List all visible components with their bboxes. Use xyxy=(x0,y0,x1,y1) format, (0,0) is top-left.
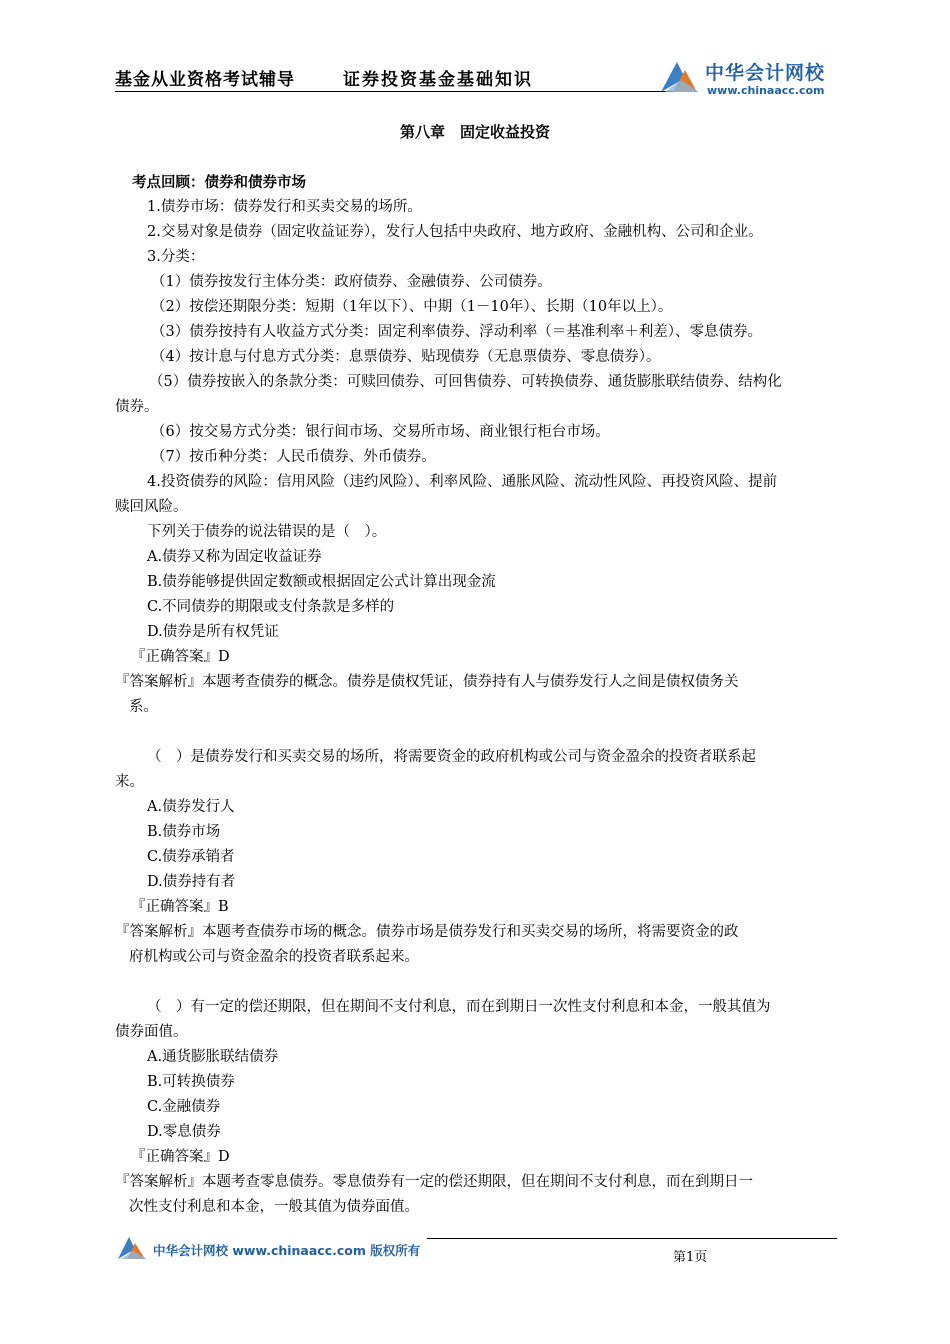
subject-title: 证券投资基金基础知识 xyxy=(343,70,533,90)
text-line: 债券。 xyxy=(115,399,159,415)
footer-rule xyxy=(427,1238,837,1239)
text-line: 考点回顾：债券和债券市场 xyxy=(132,174,306,191)
text-line: D.债券持有者 xyxy=(147,874,236,890)
text-line: 『答案解析』本题考查零息债券。零息债券有一定的偿还期限，但在期间不支付利息，而在到期日一 xyxy=(115,1174,753,1190)
text-line: 来。 xyxy=(115,774,144,790)
text-line: （6）按交易方式分类：银行间市场、交易所市场、商业银行柜台市场。 xyxy=(151,424,610,440)
text-line: A.债券又称为固定收益证券 xyxy=(147,549,322,565)
text-line: （1）债券按发行主体分类：政府债券、金融债券、公司债券。 xyxy=(151,274,552,290)
text-line: （3）债券按持有人收益方式分类：固定利率债券、浮动利率（＝基准利率＋利差）、零息债券。 xyxy=(151,324,762,340)
text-line: （ ）有一定的偿还期限，但在期间不支付利息，而在到期日一次性支付利息和本金，一般其值为 xyxy=(147,999,771,1015)
text-line: 2.交易对象是债券（固定收益证券），发行人包括中央政府、地方政府、金融机构、公司和企业。 xyxy=(147,224,763,240)
text-line: 『正确答案』D xyxy=(131,1149,230,1165)
text-line: 府机构或公司与资金盈余的投资者联系起来。 xyxy=(129,949,419,965)
document-body xyxy=(115,170,837,1220)
text-line: 3.分类： xyxy=(147,249,205,265)
text-line: C.金融债券 xyxy=(147,1099,221,1115)
text-line: D.零息债券 xyxy=(147,1124,221,1140)
text-line: 『答案解析』本题考查债券市场的概念。债券市场是债券发行和买卖交易的场所，将需要资金的政 xyxy=(115,924,739,940)
text-line: 4.投资债券的风险：信用风险（违约风险）、利率风险、通胀风险、流动性风险、再投资风险、提前 xyxy=(147,474,778,490)
text-line: 下列关于债券的说法错误的是（ ）。 xyxy=(147,524,387,540)
text-line: C.债券承销者 xyxy=(147,849,235,865)
text-line: （2）按偿还期限分类：短期（1年以下）、中期（1－10年）、长期（10年以上）。 xyxy=(151,299,673,315)
logo-icon xyxy=(655,56,703,96)
text-line: 赎回风险。 xyxy=(115,499,188,515)
text-line: B.可转换债券 xyxy=(147,1074,235,1090)
text-line: D.债券是所有权凭证 xyxy=(147,624,279,640)
blank-line xyxy=(115,720,837,745)
page-header xyxy=(115,56,837,96)
blank-line xyxy=(115,970,837,995)
text-line: 『正确答案』B xyxy=(131,899,229,915)
text-line: C.不同债券的期限或支付条款是多样的 xyxy=(147,599,395,615)
text-line: 债券面值。 xyxy=(115,1024,188,1040)
text-line: A.通货膨胀联结债券 xyxy=(147,1049,279,1065)
text-line: （5）债券按嵌入的条款分类：可赎回债券、可回售债券、可转换债券、通货膨胀联结债券、结构化 xyxy=(149,374,782,390)
header-rule xyxy=(115,91,675,92)
text-line: 次性支付利息和本金，一般其值为债券面值。 xyxy=(129,1199,419,1215)
text-line: B.债券市场 xyxy=(147,824,221,840)
text-line: （7）按币种分类：人民币债券、外币债券。 xyxy=(151,449,436,465)
text-line: A.债券发行人 xyxy=(147,799,235,815)
footer-logo-icon xyxy=(115,1232,149,1262)
text-line: 『答案解析』本题考查债券的概念。债券是债权凭证，债券持有人与债券发行人之间是债权债务关 xyxy=(115,674,739,690)
text-line: （ ）是债券发行和买卖交易的场所，将需要资金的政府机构或公司与资金盈余的投资者联系起 xyxy=(147,749,756,765)
logo-url: www.chinaacc.com xyxy=(707,84,825,97)
text-line: B.债券能够提供固定数额或根据固定公式计算出现金流 xyxy=(147,574,496,590)
copyright-text: 中华会计网校 www.chinaacc.com 版权所有 xyxy=(153,1243,421,1258)
page-number: 第1页 xyxy=(673,1250,708,1265)
text-line: 『正确答案』D xyxy=(131,649,230,665)
site-logo[interactable] xyxy=(655,56,845,100)
chapter-title: 第八章 固定收益投资 xyxy=(399,123,550,141)
page-footer xyxy=(115,1232,837,1272)
text-line: 1.债券市场：债券发行和买卖交易的场所。 xyxy=(147,199,422,215)
text-line: 系。 xyxy=(129,699,158,715)
exam-series-label: 基金从业资格考试辅导 xyxy=(115,70,295,90)
text-line: （4）按计息与付息方式分类：息票债券、贴现债券（无息票债券、零息债券）。 xyxy=(151,349,661,365)
logo-name: 中华会计网校 xyxy=(705,62,826,84)
